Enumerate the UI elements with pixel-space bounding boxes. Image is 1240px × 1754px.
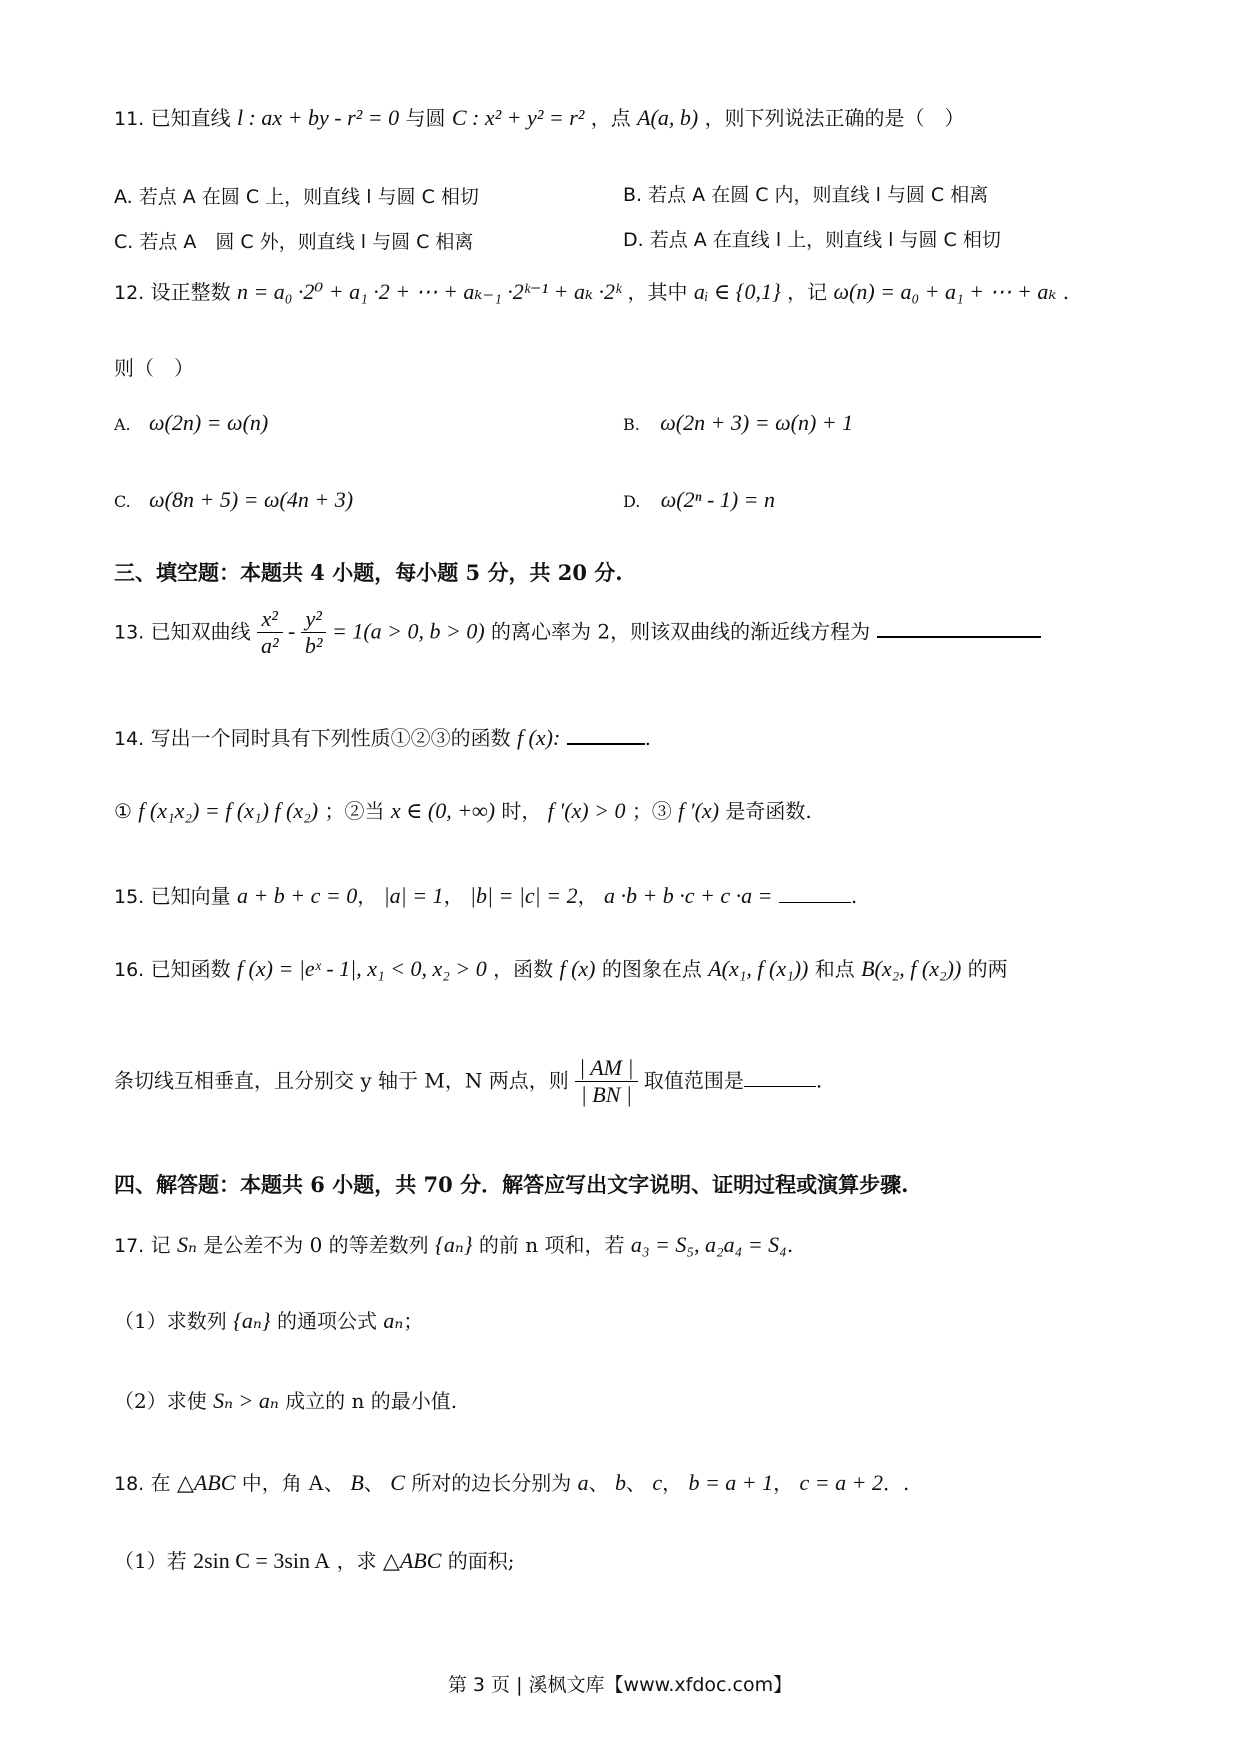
q15-sep-1: ， xyxy=(357,884,378,908)
q17-part1-an: aₙ xyxy=(383,1308,404,1333)
q18-part1-condition: 2sin C = 3sin A xyxy=(193,1548,331,1573)
q14-property-3-derivative: f ′(x) xyxy=(678,798,720,823)
q13-text-b: 的离心率为 2，则该双曲线的渐近线方程为 xyxy=(491,619,871,644)
q17-condition: a₃ = S₅, a₂a₄ = S₄ xyxy=(630,1232,787,1257)
q13-equation-rest: = 1(a > 0, b > 0) xyxy=(326,618,485,644)
q17-part-2 xyxy=(114,1388,1140,1414)
q15-vector-sum: a + b + c = 0 xyxy=(236,883,358,908)
q17-text-c: 的前 n 项和，若 xyxy=(478,1233,625,1257)
q18-sep-4: 、 xyxy=(625,1471,646,1495)
q14-number: 14. xyxy=(114,728,145,750)
q17-sn: Sₙ xyxy=(176,1232,197,1257)
q13-answer-blank[interactable] xyxy=(877,636,1041,638)
q12-n-expression: n = a₀ ·2⁰ + a₁ ·2 + ⋯ + aₖ₋₁ ·2ᵏ⁻¹ + aₖ ·2ᵏ xyxy=(236,279,622,304)
q18-angle-b: B xyxy=(350,1470,364,1495)
q18-end: ．. xyxy=(882,1471,910,1495)
q13-frac1-numerator: x² xyxy=(257,606,283,633)
q13-frac1-denominator: a² xyxy=(260,633,279,659)
q16-mid-1: ，函数 xyxy=(493,957,554,981)
q15-end: . xyxy=(850,884,858,908)
q14-property-2-pre: ；②当 xyxy=(324,799,385,823)
q12-option-b: ω(2n + 3) = ω(n) + 1 xyxy=(660,410,854,435)
q14-property-1: f (x₁x₂) = f (x₁) f (x₂) xyxy=(138,798,319,823)
q17-part1-text-b: 的通项公式 xyxy=(276,1309,377,1333)
q17-part1-sequence: {aₙ} xyxy=(233,1308,271,1333)
q16-text: 已知函数 xyxy=(150,957,231,981)
q12-option-d-label: D. xyxy=(623,492,641,511)
q12-stem xyxy=(114,279,1140,305)
q18-angle-c: C xyxy=(390,1470,405,1495)
q16-line2-text-b: 取值范围是 xyxy=(643,1068,744,1093)
q18-side-c: c xyxy=(652,1470,663,1495)
q11-text-b: 与圆 xyxy=(405,106,446,130)
q14-property-1-mark: ① xyxy=(114,799,132,823)
page-footer: 第 3 页 | 溪枫文库【www.xfdoc.com】 xyxy=(447,1674,793,1696)
q15-sep-3: ， xyxy=(577,884,598,908)
q11-options-row2 xyxy=(114,229,1140,254)
q18-part-1 xyxy=(114,1548,1140,1574)
q15-number: 15. xyxy=(114,886,145,908)
q16-number: 16. xyxy=(114,959,145,981)
q12-options-row1 xyxy=(114,410,1140,436)
q18-sep-2: 、 xyxy=(363,1471,384,1495)
q17-part1-text-a: （1）求数列 xyxy=(114,1309,227,1333)
section-4-heading: 四、解答题：本题共 6 小题，共 70 分．解答应写出文字说明、证明过程或演算步骤. xyxy=(114,1172,909,1197)
q11-line-equation: l : ax + by - r² = 0 xyxy=(236,105,400,130)
q18-angle-a: A xyxy=(308,1470,325,1495)
q17-part2-inequality: Sₙ > aₙ xyxy=(213,1388,279,1413)
q13-minus: - xyxy=(282,618,301,644)
q17-sequence: {aₙ} xyxy=(435,1232,473,1257)
q18-text-a: 在 xyxy=(150,1471,171,1495)
q15-dot-products: a ·b + b ·c + c ·a = xyxy=(603,883,773,908)
q11-option-c: C. 若点 A 圆 C 外，则直线 l 与圆 C 相离 xyxy=(114,231,474,253)
q14-property-2-interval: x ∈ (0, +∞) xyxy=(390,798,496,823)
q11-text-d: ，则下列说法正确的是（ ） xyxy=(704,106,965,130)
q16-function-def: f (x) = |eˣ - 1|, x₁ < 0, x₂ > 0 xyxy=(236,956,487,981)
section-3-heading: 三、填空题：本题共 4 小题，每小题 5 分，共 20 分. xyxy=(114,560,623,585)
q17-part2-text-a: （2）求使 xyxy=(114,1389,207,1413)
q18-side-a: a xyxy=(577,1470,589,1495)
q13-stem xyxy=(114,606,1140,660)
q17-part-1 xyxy=(114,1308,1140,1334)
q14-end: . xyxy=(644,726,652,750)
q12-text-d: . xyxy=(1062,280,1070,304)
q17-text-b: 是公差不为 0 的等差数列 xyxy=(203,1233,429,1257)
q11-point: A(a, b) xyxy=(637,105,699,130)
q14-property-2-post: 时， xyxy=(501,799,542,823)
q13-frac2-numerator: y² xyxy=(301,606,327,633)
q16-point-b: B(x₂, f (x₂)) xyxy=(861,956,962,981)
q12-omega-expression: ω(n) = a₀ + a₁ + ⋯ + aₖ xyxy=(833,279,1057,304)
q14-property-3-post: 是奇函数. xyxy=(725,799,812,823)
q16-ratio-numerator: | AM | xyxy=(575,1055,637,1082)
q16-mid-4: 的两 xyxy=(967,957,1008,981)
q18-side-b: b xyxy=(614,1470,626,1495)
q16-point-a: A(x₁, f (x₁)) xyxy=(708,956,809,981)
q18-triangle: △ABC xyxy=(176,1470,236,1495)
q13-fraction-x xyxy=(257,606,283,660)
q16-mid-2: 的图象在点 xyxy=(601,957,702,981)
q18-part1-text-a: （1）若 xyxy=(114,1549,187,1573)
q17-stem xyxy=(114,1232,1140,1258)
q17-number: 17. xyxy=(114,1235,145,1257)
q18-part1-text-b: ，求 xyxy=(336,1549,377,1573)
q16-function: f (x) xyxy=(559,956,596,981)
q16-mid-3: 和点 xyxy=(814,957,855,981)
q12-option-a-label: A. xyxy=(114,415,131,434)
q18-sep-3: 、 xyxy=(588,1471,609,1495)
q16-line2-text-a: 条切线互相垂直，且分别交 y 轴于 M，N 两点，则 xyxy=(114,1068,569,1093)
q16-ratio-denominator: | BN | xyxy=(580,1082,632,1108)
q12-option-c-label: C. xyxy=(114,492,131,511)
q13-number: 13. xyxy=(114,621,145,644)
q12-set-expression: aᵢ ∈ {0,1} xyxy=(693,279,781,304)
q11-stem xyxy=(114,105,1140,131)
q14-stem xyxy=(114,725,1140,751)
q13-fraction-y xyxy=(301,606,327,660)
q15-magnitude-bc: |b| = |c| = 2 xyxy=(469,883,578,908)
q16-ratio-fraction xyxy=(575,1055,637,1109)
q18-condition-c: c = a + 2 xyxy=(799,1470,883,1495)
q15-text: 已知向量 xyxy=(150,884,231,908)
q11-circle-equation: C : x² + y² = r² xyxy=(451,105,585,130)
q18-sep-5: ， xyxy=(662,1471,683,1495)
q15-stem xyxy=(114,883,1140,909)
q18-part1-triangle: △ABC xyxy=(382,1548,442,1573)
q14-property-2-derivative: f ′(x) > 0 xyxy=(547,798,626,823)
q17-part1-end: ； xyxy=(403,1309,424,1333)
q11-option-a: A. 若点 A 在圆 C 上，则直线 l 与圆 C 相切 xyxy=(114,186,479,208)
q18-stem xyxy=(114,1470,1140,1496)
q18-sep-1: 、 xyxy=(324,1471,345,1495)
q13-frac2-denominator: b² xyxy=(304,633,323,659)
q12-options-row2 xyxy=(114,487,1140,513)
q12-option-a: ω(2n) = ω(n) xyxy=(149,410,269,435)
q11-number: 11. xyxy=(114,108,145,130)
q15-answer-blank[interactable] xyxy=(779,902,851,903)
q17-end: . xyxy=(786,1233,794,1257)
q12-option-b-label: B. xyxy=(623,415,640,434)
q12-text-b: ，其中 xyxy=(627,280,688,304)
q18-text-b: 中，角 xyxy=(241,1471,302,1495)
q12-number: 12. xyxy=(114,282,145,304)
q14-property-3-pre: ；③ xyxy=(631,799,672,823)
q12-then: 则（ ） xyxy=(114,356,194,380)
q14-properties xyxy=(114,798,1140,824)
q18-number: 18. xyxy=(114,1473,145,1495)
q14-answer-blank[interactable] xyxy=(567,743,645,745)
q12-option-c: ω(8n + 5) = ω(4n + 3) xyxy=(149,487,354,512)
q16-line2 xyxy=(114,1055,1140,1109)
q18-condition-b: b = a + 1 xyxy=(688,1470,774,1495)
q12-text-c: ，记 xyxy=(787,280,828,304)
q18-part1-text-c: 的面积; xyxy=(447,1549,515,1573)
q11-options-row1 xyxy=(114,184,1140,209)
q11-option-b: B. 若点 A 在圆 C 内，则直线 l 与圆 C 相离 xyxy=(623,184,989,206)
q11-option-d: D. 若点 A 在直线 l 上，则直线 l 与圆 C 相切 xyxy=(623,229,1001,251)
q14-text: 写出一个同时具有下列性质①②③的函数 xyxy=(150,726,511,750)
q12-option-d: ω(2ⁿ - 1) = n xyxy=(660,487,775,512)
q17-part2-text-b: 成立的 n 的最小值. xyxy=(285,1389,458,1413)
q15-magnitude-a: |a| = 1 xyxy=(383,883,444,908)
q13-text-a: 已知双曲线 xyxy=(150,619,251,644)
q18-sep-6: ， xyxy=(773,1471,794,1495)
q17-text-a: 记 xyxy=(150,1233,171,1257)
q16-answer-blank[interactable] xyxy=(744,1086,816,1087)
q12-text-a: 设正整数 xyxy=(150,280,231,304)
q15-sep-2: ， xyxy=(443,884,464,908)
q16-end: . xyxy=(815,1068,823,1093)
q16-stem xyxy=(114,956,1140,982)
q14-function: f (x): xyxy=(516,725,561,750)
q18-text-c: 所对的边长分别为 xyxy=(411,1471,572,1495)
q11-text-c: ，点 xyxy=(590,106,631,130)
q11-text-a: 已知直线 xyxy=(150,106,231,130)
